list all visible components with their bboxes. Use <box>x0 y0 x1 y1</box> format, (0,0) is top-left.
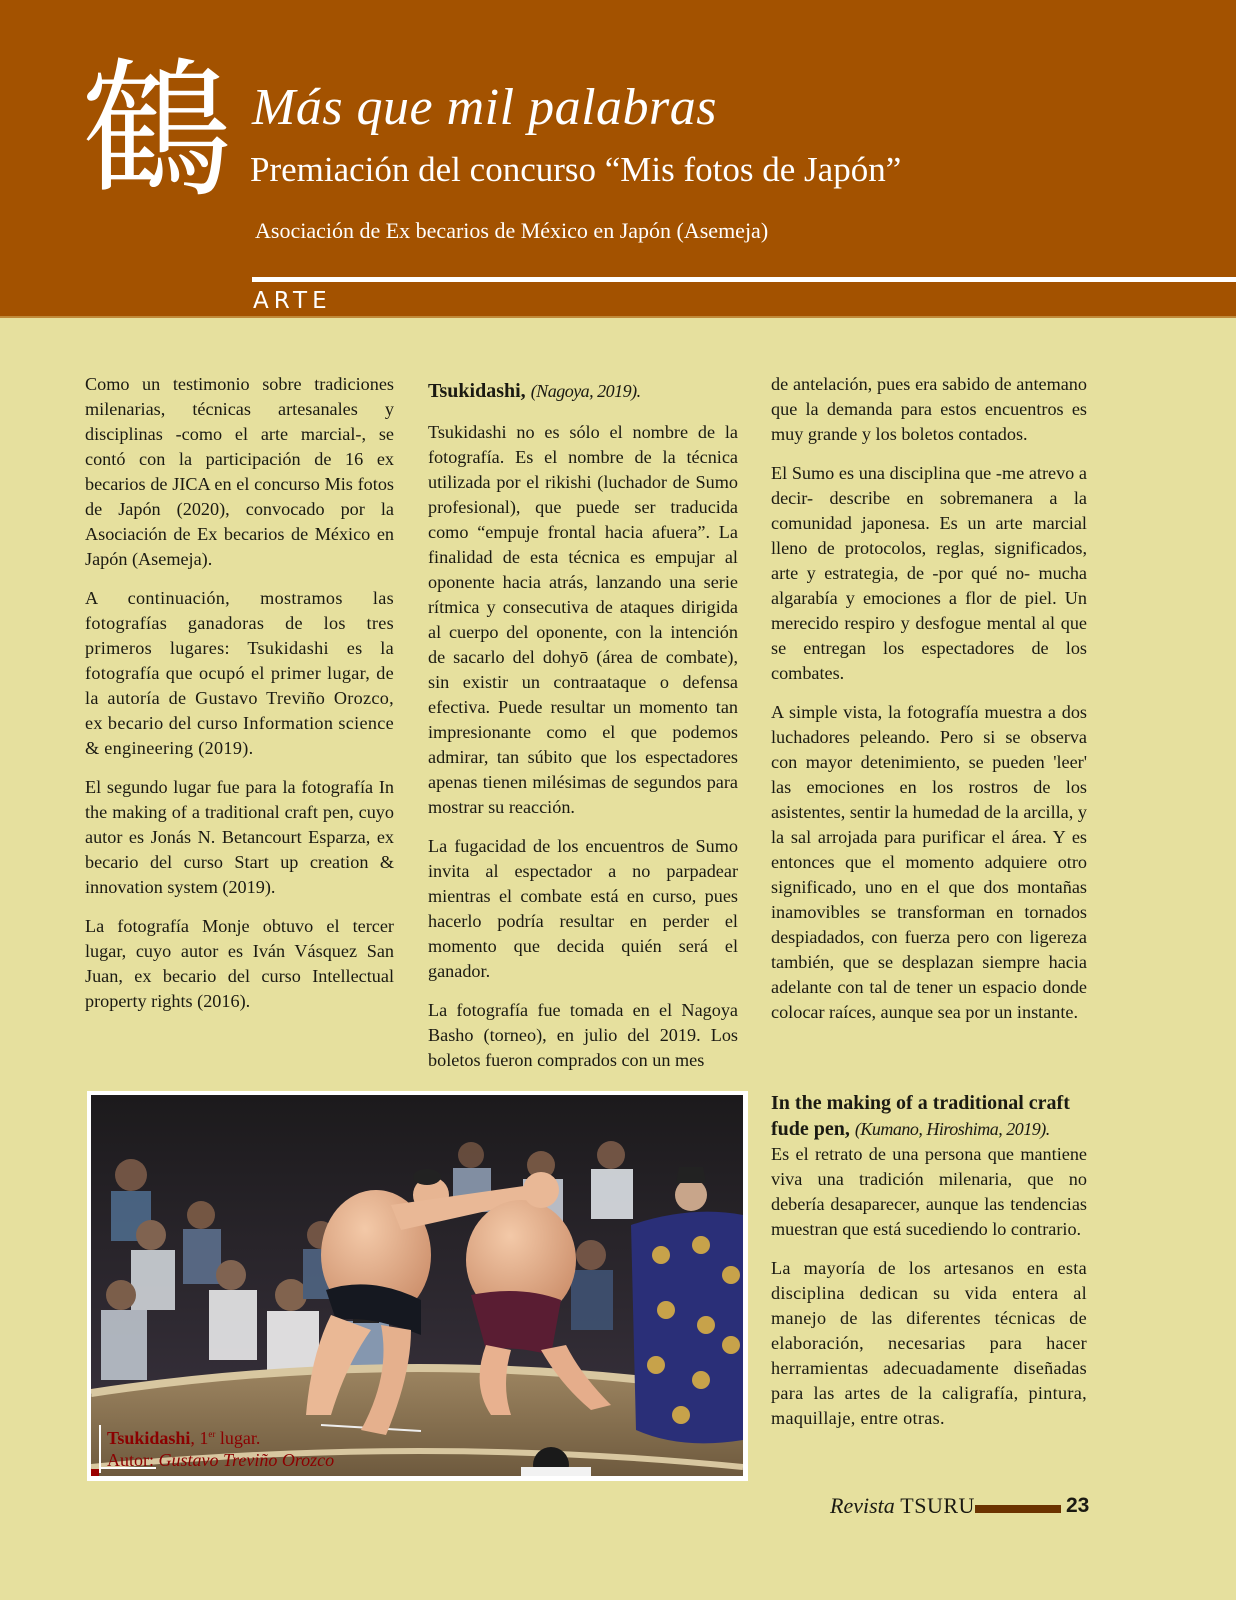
caption-title: Tsukidashi <box>107 1428 191 1448</box>
article-author-organization: Asociación de Ex becarios de México en Japón (Asemeja) <box>255 218 769 243</box>
paragraph: La mayoría de los artesanos en esta disciplina dedican su vida entera al manejo de las diferentes técnicas de elaboración, necesarias para hacer herramientas adecuadamente diseñadas para las artes de la caligrafía, pintura, maquillaje, entre otras. <box>771 1258 1087 1428</box>
section-label: ARTE <box>253 288 332 314</box>
paragraph: Es el retrato de una persona que mantiene viva una tradición milenaria, que no debería desaparecer, aunque las tendencias muestran que está sucediendo lo contrario. <box>771 1144 1087 1239</box>
caption-accent-line <box>99 1425 101 1473</box>
caption-author-line <box>107 1449 334 1471</box>
paragraph: Como un testimonio sobre tradiciones milenarias, técnicas artesanales y disciplinas -como el arte marcial-, se contó con la participación de 16 ex becarios de JICA en el concurso Mis fotos de Japón (2020), convocado por la Asociación de Ex becarios de México en Japón (Asemeja). <box>85 374 394 569</box>
caption-author-label: Autor: <box>107 1450 159 1470</box>
subheading-tsukidashi <box>428 378 641 404</box>
paragraph: El Sumo es una disciplina que -me atrevo a decir- describe en sobremanera a la comunidad japonesa. Es un arte marcial lleno de protocolos, reglas, significados, arte y estrategia, de -por qué no- mucha algarabía y emociones a flor de piel. Un merecido respiro y desfogue mental al que se entregan los espectadores de los combates. <box>771 463 1087 683</box>
footer-bar <box>975 1505 1061 1513</box>
header-bottom-edge <box>0 316 1236 318</box>
column-3-continued <box>771 1142 1087 1445</box>
caption-place: , 1 <box>190 1428 209 1448</box>
header-divider <box>252 277 1236 282</box>
photo-frame <box>87 1091 748 1481</box>
subheading-title: In the making of a traditional craft fude pen, <box>771 1092 1070 1140</box>
subheading-craft-pen <box>771 1090 1101 1142</box>
page-number: 23 <box>1066 1494 1090 1517</box>
paragraph: A simple vista, la fotografía muestra a dos luchadores peleando. Pero si se observa con mayor detenimiento, se pueden 'leer' las emociones en los rostros de los asistentes, sentir la humedad de la arcilla, y la sal arrojada para purificar el área. Y es entonces que el momento adquiere otro significado, uno en el que dos montañas inamovibles se transforman en tornados despiadados, con fuerza pero con ligereza también, que se desplazan siempre hacia adelante con tal de tener un espacio donde colocar raíces, aunque sea por un instante. <box>771 702 1087 1022</box>
caption-accent-square <box>91 1469 99 1476</box>
magazine-title: TSURU <box>900 1493 975 1518</box>
subheading-location: (Nagoya, 2019). <box>530 381 641 401</box>
article-header <box>0 0 1236 316</box>
paragraph: La fotografía fue tomada en el Nagoya Basho (torneo), en julio del 2019. Los boletos fueron comprados con un mes <box>428 1000 738 1070</box>
paragraph: La fotografía Monje obtuvo el tercer lugar, cuyo autor es Iván Vásquez San Juan, ex becario del curso Intellectual property rights (2016). <box>85 916 394 1011</box>
column-2 <box>428 420 738 1087</box>
paragraph: A continuación, mostramos las fotografías ganadoras de los tres primeros lugares: Tsukidashi es la fotografía que ocupó el primer lugar, de la autoría de Gustavo Treviño Orozco, ex becario del curso Information science & engineering (2019). <box>85 588 394 758</box>
caption-author: Gustavo Treviño Orozco <box>158 1450 335 1470</box>
paragraph: La fugacidad de los encuentros de Sumo invita al espectador a no parpadear mientras el combate está en curso, pues hacerlo podría resultar en perder el momento que decida quién será el ganador. <box>428 836 738 981</box>
magazine-name <box>830 1493 975 1519</box>
paragraph: El segundo lugar fue para la fotografía In the making of a traditional craft pen, cuyo autor es Jonás N. Betancourt Esparza, ex becario del curso Start up creation & innovation system (2019). <box>85 777 394 897</box>
tsuru-kanji-logo: 鶴 <box>81 45 228 219</box>
photo-caption <box>107 1423 334 1471</box>
caption-ordinal: er <box>208 1429 216 1439</box>
subheading-location: (Kumano, Hiroshima, 2019). <box>854 1119 1050 1139</box>
caption-title-line <box>107 1423 334 1449</box>
article-title: Más que mil palabras <box>252 79 717 136</box>
magazine-prefix: Revista <box>830 1493 901 1518</box>
column-1 <box>85 372 394 1028</box>
caption-place-end: lugar. <box>215 1428 261 1448</box>
paragraph: Tsukidashi no es sólo el nombre de la fotografía. Es el nombre de la técnica utilizada por el rikishi (luchador de Sumo profesional), que puede ser traducida como “empuje frontal hacia afuera”. La finalidad de esta técnica es empujar al oponente hacia atrás, lanzando una serie rítmica y consecutiva de ataques dirigida al cuerpo del oponente, con la intención de sacarlo del dohyō (área de combate), sin existir un contraataque o defensa efectiva. Puede resultar un momento tan impresionante como el que podemos admirar, tan súbito que los espectadores apenas tienen milésimas de segundos para mostrar su reacción. <box>428 422 738 817</box>
paragraph: de antelación, pues era sabido de antemano que la demanda para estos encuentros es muy grande y los boletos contados. <box>771 374 1087 444</box>
subheading-title: Tsukidashi, <box>428 380 526 402</box>
article-subtitle: Premiación del concurso “Mis fotos de Japón” <box>250 150 902 189</box>
column-3 <box>771 372 1087 1039</box>
sumo-photo <box>91 1095 743 1476</box>
